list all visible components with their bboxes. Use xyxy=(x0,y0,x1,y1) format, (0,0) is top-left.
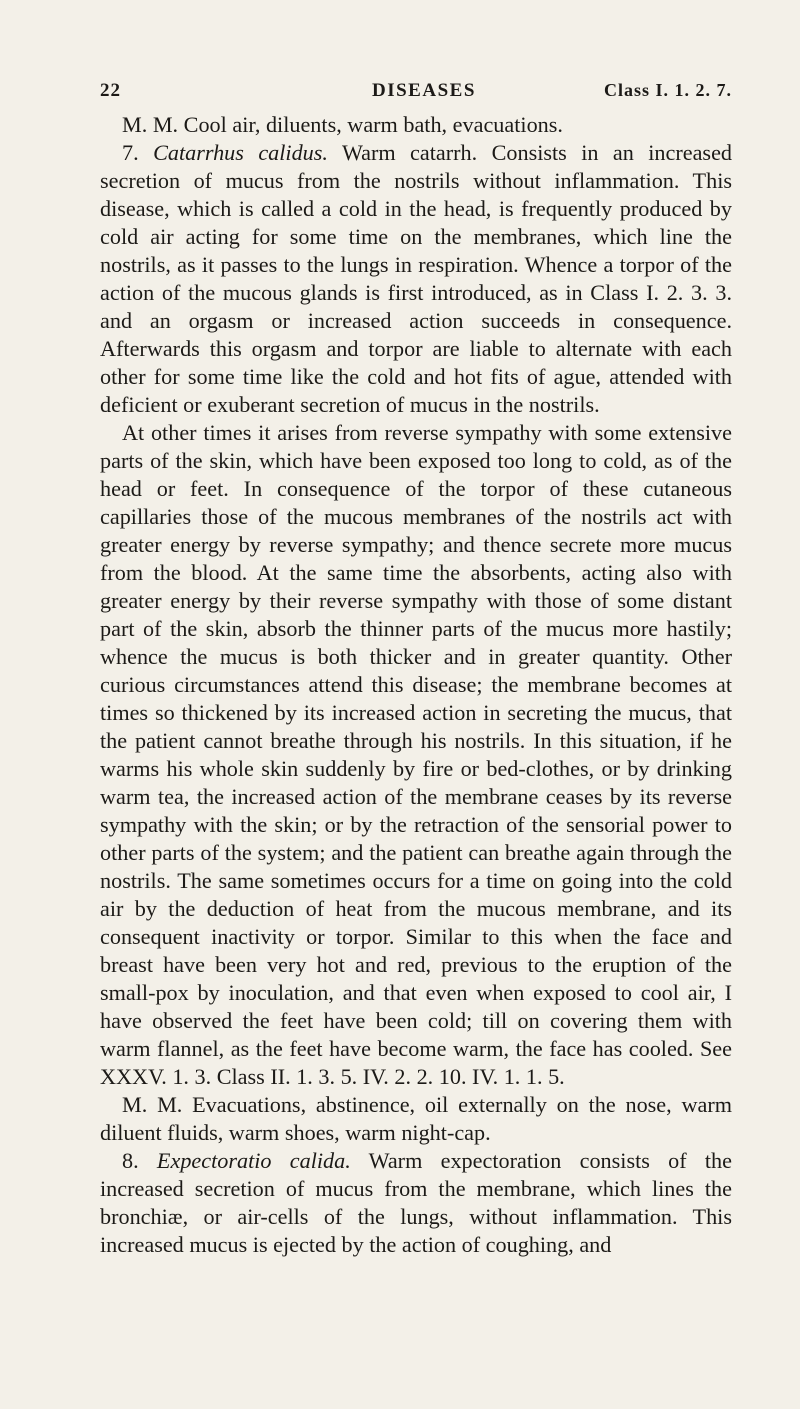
running-title: DISEASES xyxy=(372,80,476,101)
paragraph-7 xyxy=(100,139,732,419)
section-number: 8. xyxy=(122,1148,139,1173)
paragraph-text: M. M. Cool air, diluents, warm bath, evacuations. xyxy=(122,112,563,137)
paragraph-text: M. M. Evacuations, abstinence, oil externally on the nose, warm diluent fluids, warm shoes, warm night-cap. xyxy=(100,1092,732,1145)
paragraph-mm-2 xyxy=(100,1091,732,1147)
running-head xyxy=(100,80,732,106)
class-reference: Class I. 1. 2. 7. xyxy=(603,80,732,100)
section-title: Catarrhus calidus. xyxy=(153,140,328,165)
paragraph-mm-1 xyxy=(100,111,732,139)
page-number: 22 xyxy=(100,80,121,101)
section-title: Expectoratio calida. xyxy=(156,1148,351,1173)
body-text xyxy=(100,111,732,1259)
paragraph-text: At other times it arises from reverse sympathy with some extensive parts of the skin, which have been exposed too long to cold, as of the head or feet. In consequence of the torpor of these cutaneous capillaries those of the mucous membranes of the nostrils act with greater energy by reverse sympathy; and thence secrete more mucus from the blood. At the same time the absorbents, acting also with greater energy by their reverse sympathy with those of some distant part of the skin, absorb the thinner parts of the mucus more hastily; whence the mucus is both thicker and in greater quantity. Other curious circumstances attend this disease; the membrane becomes at times so thickened by its increased action in secreting the mucus, that the patient cannot breathe through his nostrils. In this situation, if he warms his whole skin suddenly by fire or bed-clothes, or by drinking warm tea, the increased action of the membrane ceases by its reverse sympathy with the skin; or by the retraction of the sensorial power to other parts of the system; and the patient can breathe again through the nostrils. The same sometimes occurs for a time on going into the cold air by the deduction of heat from the mucous membrane, and its consequent inactivity or torpor. Similar to this when the face and breast have been very hot and red, previous to the eruption of the small-pox by inoculation, and that even when exposed to cool air, I have observed the feet have been cold; till on covering them with warm flannel, as the feet have become warm, the face has cooled. See XXXV. 1. 3. Class II. 1. 3. 5. IV. 2. 2. 10. IV. 1. 1. 5. xyxy=(100,420,732,1089)
section-number: 7. xyxy=(122,140,139,165)
paragraph-text: Warm catarrh. Consists in an increased secretion of mucus from the nostrils without inflammation. This disease, which is called a cold in the head, is frequently produced by cold air acting for some time on the membranes, which line the nostrils, as it passes to the lungs in respiration. Whence a torpor of the action of the mucous glands is first introduced, as in Class I. 2. 3. 3. and an orgasm or increased action succeeds in consequence. Afterwards this orgasm and torpor are liable to alternate with each other for some time like the cold and hot fits of ague, attended with deficient or exuberant secretion of mucus in the nostrils. xyxy=(100,140,733,417)
paragraph-7-continued xyxy=(100,419,732,1091)
paragraph-8 xyxy=(100,1147,732,1259)
paragraph-text: Warm expectoration consists of the increased secretion of mucus from the membrane, which lines the bronchiæ, or air-cells of the lungs, without inflammation. This increased mucus is ejected by the action of coughing, and xyxy=(100,1148,733,1257)
